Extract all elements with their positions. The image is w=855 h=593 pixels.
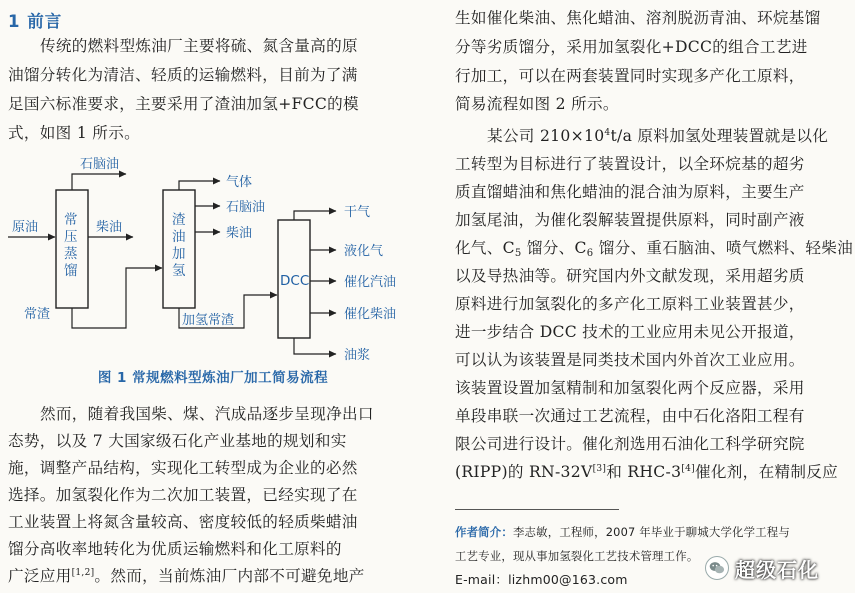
paragraph-line: 然而，随着我国柴、煤、汽成品逐步呈现净出口 [40,405,374,423]
unit2-char: 油 [172,229,186,245]
naphtha-arrow [72,174,126,190]
flow-diagram [8,150,418,372]
paragraph-line: 传统的燃料型炼油厂主要将硫、氮含量高的原 [40,37,358,55]
label-diesel2: 柴油 [226,226,253,241]
process-flow-figure [8,150,418,372]
paragraph-line: 工业装置上将氮含量较高、密度较低的轻质柴蜡油 [8,513,358,531]
paragraph-line: 生如催化柴油、焦化蜡油、溶剂脱沥青油、环烷基馏 [455,9,821,27]
label-residue: 常渣 [24,307,51,322]
wechat-logo-svg [709,561,725,575]
label-dcc: DCC [280,273,310,289]
section-heading: 1 前言 [8,12,63,31]
label-diesel1: 柴油 [96,220,123,235]
paragraph-line: 进一步结合 DCC 技术的工业应用未见公开报道， [455,323,805,341]
author-note-label: 作者简介： [455,525,513,539]
label-cat-diesel: 催化柴油 [344,307,397,322]
dry-gas-arrow [294,211,336,220]
paragraph-line: 足国六标准要求，主要采用了渣油加氢+FCC的模 [8,95,359,113]
citation: [4] [681,464,695,474]
paragraph-line: 油馏分转化为清洁、轻质的运输燃料，目前为了满 [8,66,358,84]
text-span: 。然而，当前炼油厂内部不可避免地产 [94,567,365,585]
paragraph-line: 工转型为目标进行了装置设计，以全环烷基的超劣 [455,155,805,173]
author-email: E-mail：lizhm00@163.com [455,572,628,587]
unit2-char: 加 [172,246,186,262]
text-span: t/a 原料加氢处理装置就是以化 [610,127,829,145]
subscript: 6 [586,248,594,259]
paragraph-line: 分等劣质馏分，采用加氢裂化+DCC的组合工艺进 [455,38,808,56]
paragraph-line [455,460,847,484]
unit2-char: 氢 [172,263,186,279]
paragraph-line: 选择。加氢裂化作为二次加工装置，已经实现了在 [8,486,358,504]
paragraph-line [8,564,412,588]
paragraph-line [455,124,847,148]
unit1-char: 压 [64,229,78,245]
text-span: 馏分、重石脑油、喷气燃料、轻柴油 [593,239,853,257]
text-span: 和 RHC-3 [606,463,682,481]
paragraph-line: 单段串联一次通过工艺流程，由中石化洛阳工程有 [455,407,805,425]
paragraph-line: 限公司进行设计。催化剂选用石油化工科学研究院 [455,435,805,453]
paragraph-line: 以及导热油等。研究国内外文献发现，采用超劣质 [455,267,805,285]
gas-arrow [179,181,220,190]
label-crude: 原油 [12,220,39,235]
unit1-char: 蒸 [64,246,78,262]
unit1-char: 常 [64,212,78,228]
figure-caption: 图 1 常规燃料型炼油厂加工简易流程 [97,370,329,386]
text-span: 催化剂，在精制反应 [695,463,839,481]
paragraph-line: 质直馏蜡油和焦化蜡油的混合油为原料，主要生产 [455,183,805,201]
paragraph-line: 原料进行加氢裂化的多产化工原料工业装置甚少， [455,295,805,313]
text-span: 馏分、C [521,239,587,257]
slurry-arrow [294,338,336,354]
paragraph-line: 态势，以及 7 大国家级石化产业基地的规划和实 [8,432,347,450]
citation: [1,2] [71,568,95,578]
text-span: 化气、C [455,239,515,257]
label-naphtha2: 石脑油 [226,200,266,215]
label-slurry: 油浆 [344,348,371,363]
label-lpg: 液化气 [344,244,384,259]
text-span: 某公司 210×10 [487,127,605,145]
paragraph-line: 可以认为该装置是同类技术国内外首次工业应用。 [455,351,805,369]
label-dry-gas: 干气 [344,205,371,220]
label-hydro-residue: 加氢常渣 [182,313,235,328]
paragraph-line [455,236,853,260]
footnote-divider [455,509,619,510]
paragraph-line: 简易流程如图 2 所示。 [455,95,619,113]
subscript: 5 [514,248,522,259]
paragraph-line: 施，调整产品结构，实现化工转型成为企业的必然 [8,459,358,477]
watermark [705,552,819,584]
wechat-logo-icon [705,556,729,580]
text-span: (RIPP)的 RN-32V [455,463,593,481]
paragraph-line: 加氢尾油，为催化裂解装置提供原料，同时副产液 [455,211,805,229]
paragraph-line: 馏分高收率地转化为优质运输燃料和化工原料的 [8,540,342,558]
superscript: 4 [604,128,611,138]
unit1-char: 馏 [64,263,78,279]
text-span: 广泛应用 [8,567,72,585]
author-note-text: 李志敏，工程师，2007 年毕业于聊城大学化学工程与 [512,525,790,539]
residue-arrow [72,268,162,328]
watermark-text: 超级石化 [735,557,819,582]
label-gas: 气体 [226,175,253,190]
label-naphtha-top: 石脑油 [80,157,120,172]
author-note-line [455,520,847,544]
author-note-line: 工艺专业，现从事加氢裂化工艺技术管理工作。 [455,549,699,563]
citation: [3] [592,464,607,474]
paragraph-line: 式，如图 1 所示。 [8,124,140,142]
paragraph-line: 行加工，可以在两套装置同时实现多产化工原料， [455,67,805,85]
label-cat-gasoline: 催化汽油 [344,275,397,290]
unit2-char: 渣 [172,212,186,228]
paragraph-line: 该装置设置加氢精制和加氢裂化两个反应器，采用 [455,379,805,397]
